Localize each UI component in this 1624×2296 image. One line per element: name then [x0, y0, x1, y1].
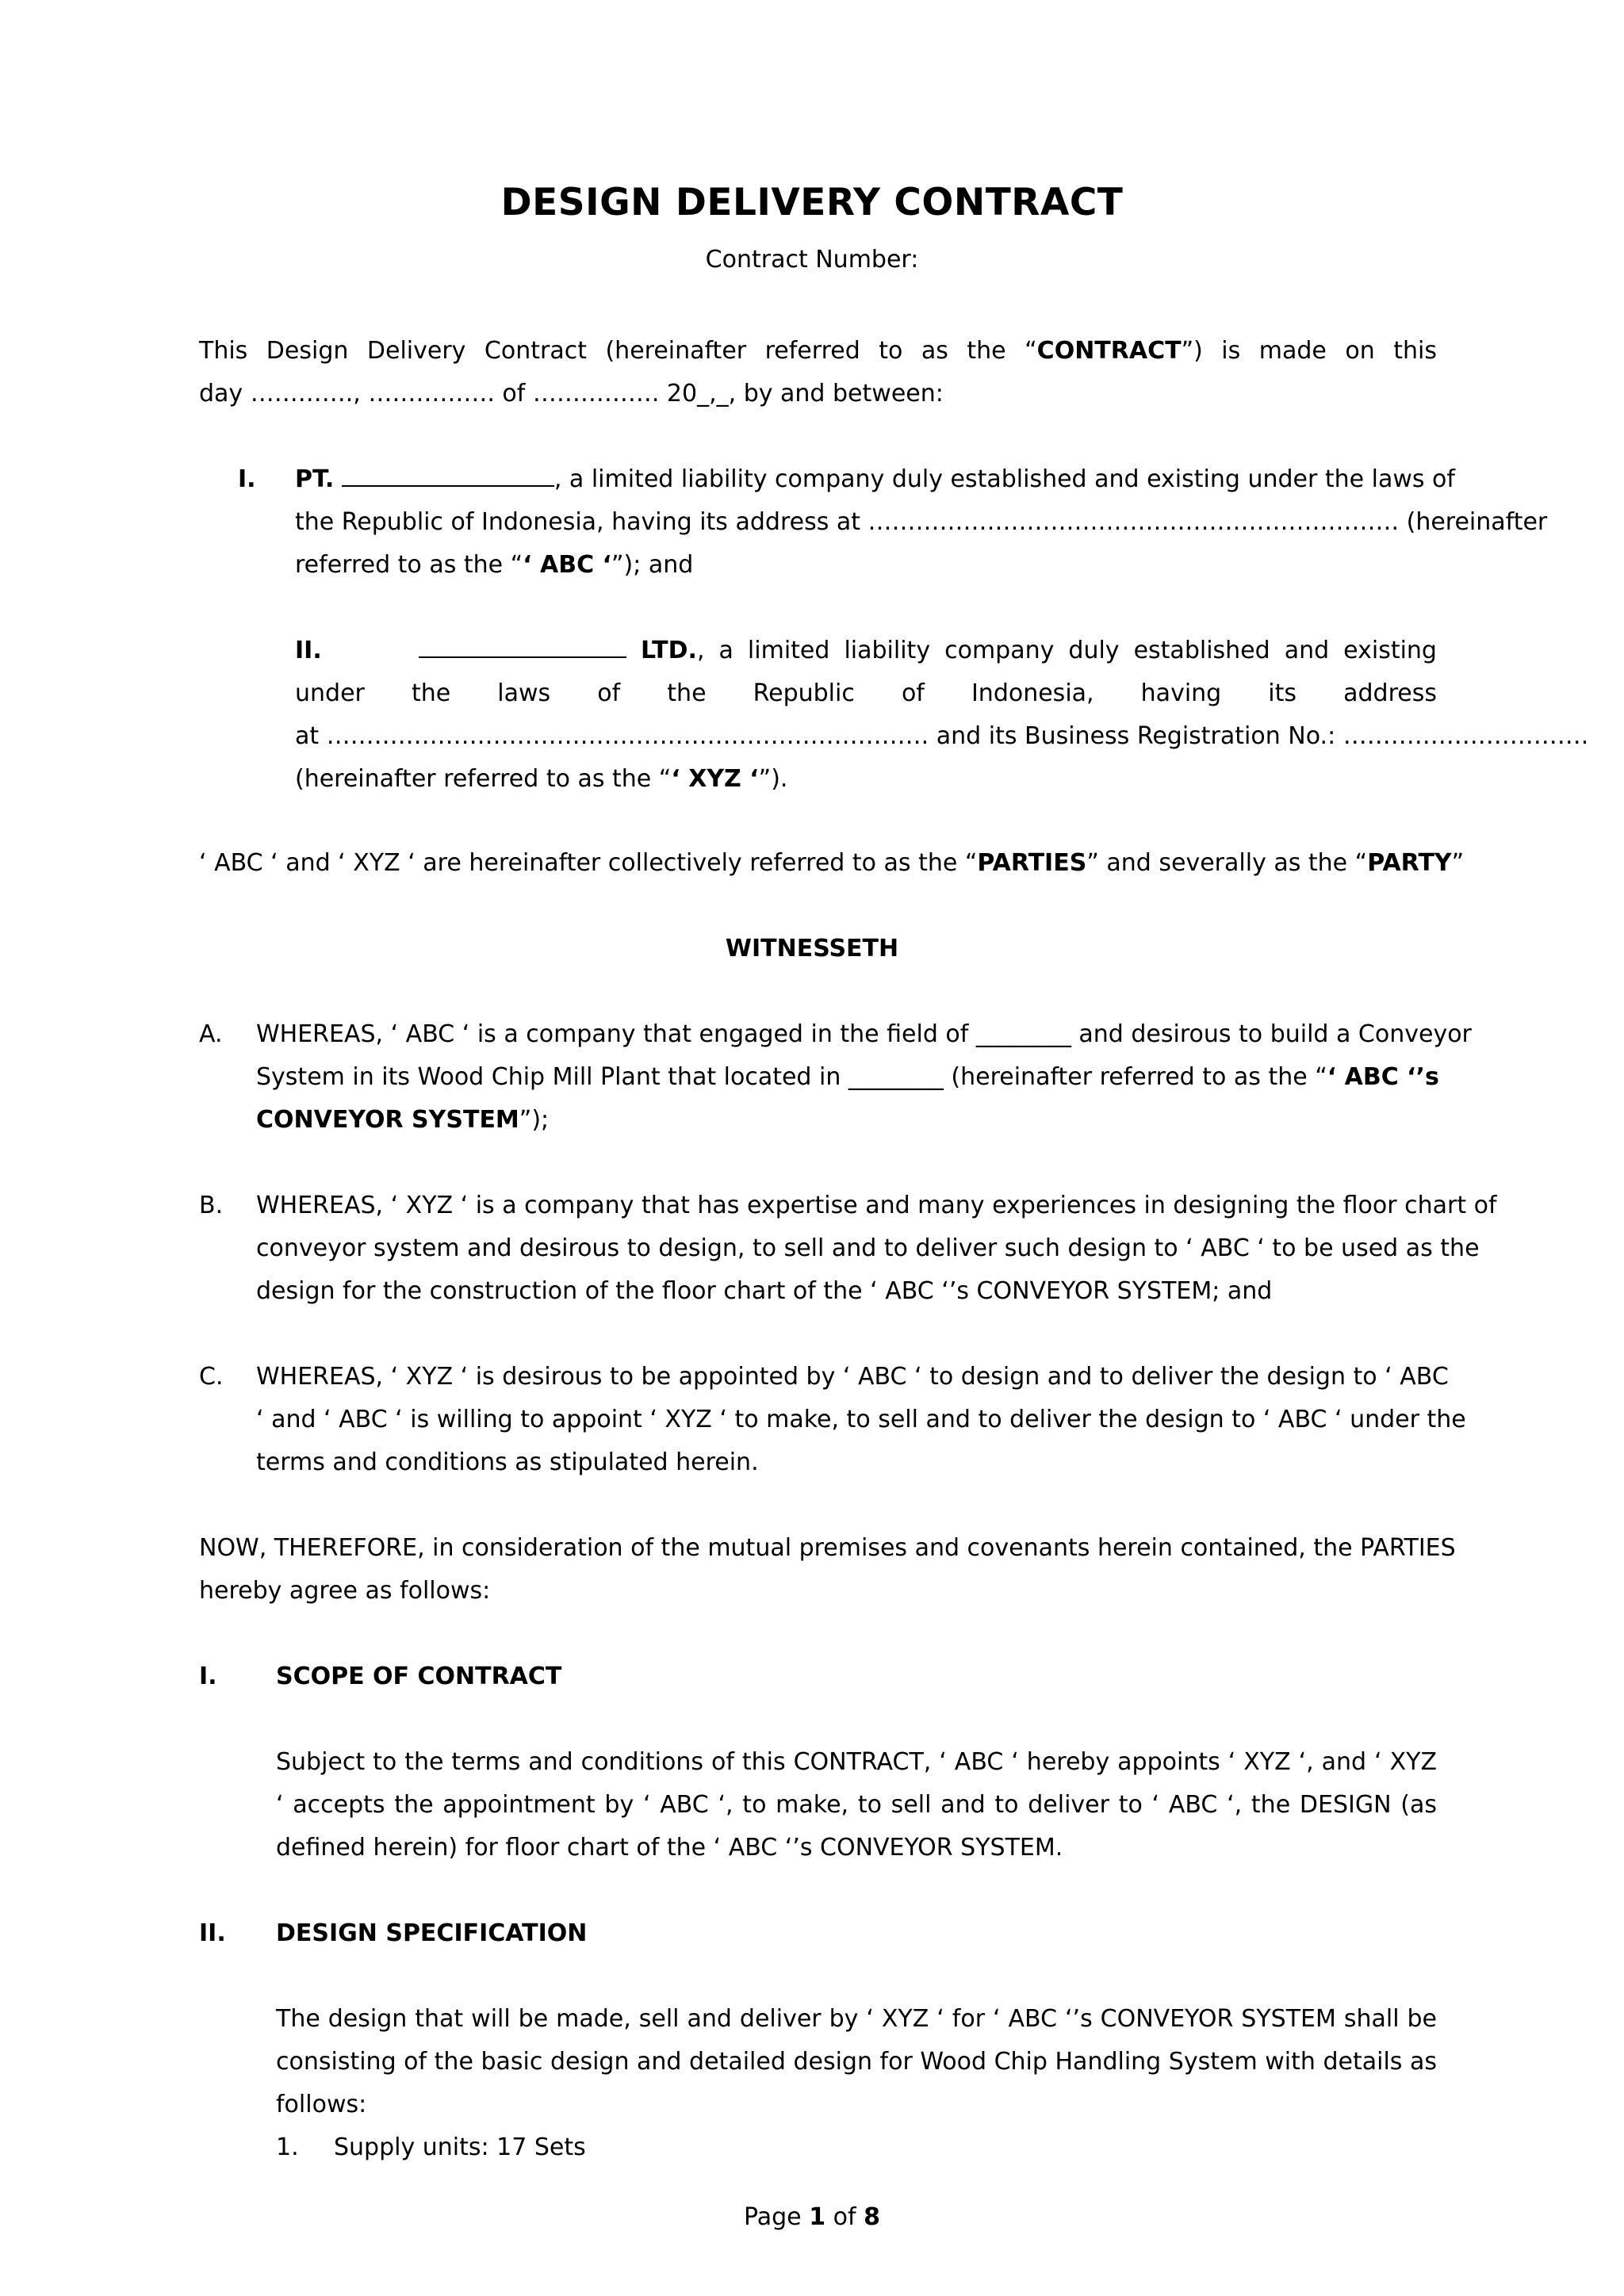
intro-line-2: day …………., ……………. of ……………. 20_,_, by and between: — [199, 380, 944, 408]
section-1-heading: SCOPE OF CONTRACT — [276, 1663, 562, 1690]
party-1-text: , a limited liability company duly established and existing under the laws of — [553, 465, 1455, 493]
party-2-ltd: LTD. — [641, 637, 697, 664]
party-1-name-blank — [342, 468, 554, 487]
witnesseth-heading — [0, 928, 1624, 970]
party-2-text: , a limited liability company duly established and existing — [696, 637, 1437, 664]
party-2-text: ”). — [758, 765, 788, 793]
recital-c-label: C. — [199, 1363, 224, 1391]
party-1-text: referred to as the “ — [295, 551, 523, 579]
party-1-line-3 — [295, 544, 693, 587]
party-2-line-4 — [295, 758, 787, 801]
recital-a-line-3 — [256, 1099, 549, 1142]
of-word: of — [833, 2203, 856, 2231]
page-number: 1 — [809, 2203, 826, 2231]
party-term: PARTY — [1367, 849, 1452, 877]
contract-number-label: Contract Number: — [705, 246, 919, 274]
conveyor-system-term: CONVEYOR SYSTEM — [256, 1106, 519, 1134]
intro-line-1 — [199, 330, 1437, 373]
recital-c-line-3: terms and conditions as stipulated herein. — [256, 1448, 759, 1476]
party-2-line-3: at …………………………………………………………………. and its Business Registration No.: …………………………. — [295, 722, 1589, 750]
section-2-line-3: follows: — [276, 2091, 367, 2118]
section-2-number: II. — [199, 1919, 226, 1947]
document-title: DESIGN DELIVERY CONTRACT — [500, 181, 1124, 224]
recital-a-label: A. — [199, 1020, 223, 1048]
intro-text: This Design Delivery Contract (hereinafter referred to as the “ — [199, 337, 1037, 365]
parties-term: PARTIES — [977, 849, 1087, 877]
section-1-line-2: ‘ accepts the appointment by ‘ ABC ‘, to make, to sell and to deliver to ‘ ABC ‘, the DESIGN (as — [276, 1791, 1437, 1819]
party-2-name-blank — [419, 639, 626, 658]
recital-a-text: System in its Wood Chip Mill Plant that located in ________ (hereinafter referred to as the “ — [256, 1063, 1327, 1091]
recital-c-line-1: WHEREAS, ‘ XYZ ‘ is desirous to be appointed by ‘ ABC ‘ to design and to deliver the design to ‘ ABC — [256, 1363, 1449, 1391]
party-1-text: ”); and — [611, 551, 694, 579]
parties-definition — [199, 842, 1464, 885]
party-1-line-1 — [295, 458, 1455, 501]
contract-term: CONTRACT — [1036, 337, 1182, 365]
parties-text: ‘ ABC ‘ and ‘ XYZ ‘ are hereinafter collectively referred to as the “ — [199, 849, 978, 877]
party-2-xyz: ‘ XYZ ‘ — [671, 765, 759, 793]
party-2-text: (hereinafter referred to as the “ — [295, 765, 672, 793]
party-1-abc: ‘ ABC ‘ — [523, 551, 611, 579]
party-2-line-2: under the laws of the Republic of Indonesia, having its address — [295, 679, 1437, 707]
recital-b-line-3: design for the construction of the floor chart of the ‘ ABC ‘’s CONVEYOR SYSTEM; and — [256, 1277, 1273, 1305]
section-2-line-1: The design that will be made, sell and deliver by ‘ XYZ ‘ for ‘ ABC ‘’s CONVEYOR SYSTEM shall be — [276, 2005, 1437, 2033]
recital-a-line-1: WHEREAS, ‘ ABC ‘ is a company that engaged in the field of ________ and desirous to build a Conveyor — [256, 1020, 1472, 1048]
parties-text: ” — [1451, 849, 1465, 877]
section-2-line-2: consisting of the basic design and detailed design for Wood Chip Handling System with details as — [276, 2048, 1437, 2076]
party-2-line-1 — [419, 629, 1437, 672]
intro-text: ”) is made on this — [1181, 337, 1438, 365]
list-item: Supply units: 17 Sets — [334, 2133, 586, 2161]
party-1-pt: PT. — [295, 465, 335, 493]
recital-b-line-1: WHEREAS, ‘ XYZ ‘ is a company that has expertise and many experiences in designing the floor chart of — [256, 1192, 1497, 1219]
recital-a-line-2 — [256, 1056, 1437, 1099]
recital-c-line-2: ‘ and ‘ ABC ‘ is willing to appoint ‘ XYZ ‘ to make, to sell and to deliver the design to ‘ ABC ‘ under the — [256, 1406, 1466, 1433]
recital-a-text: ”); — [519, 1106, 550, 1134]
parties-text: ” and severally as the “ — [1086, 849, 1368, 877]
section-1-line-3: defined herein) for floor chart of the ‘ ABC ‘’s CONVEYOR SYSTEM. — [276, 1834, 1063, 1862]
section-1-number: I. — [199, 1663, 217, 1690]
list-item-number: 1. — [276, 2133, 299, 2161]
section-2-heading: DESIGN SPECIFICATION — [276, 1919, 588, 1947]
party-2-number: II. — [295, 637, 322, 664]
party-1-line-2: the Republic of Indonesia, having its address at …………………………………………………………. (hereinafter — [295, 508, 1548, 536]
recital-b-line-2: conveyor system and desirous to design, to sell and to deliver such design to ‘ ABC ‘ to be used as the — [256, 1234, 1480, 1262]
party-1-number: I. — [238, 465, 256, 493]
page-word: Page — [744, 2203, 802, 2231]
recital-b-label: B. — [199, 1192, 224, 1219]
recital-a-abc: ‘ ABC ‘’s — [1327, 1063, 1439, 1091]
page-footer — [0, 2196, 1624, 2239]
now-therefore-line-2: hereby agree as follows: — [199, 1577, 491, 1605]
now-therefore-line-1: NOW, THEREFORE, in consideration of the mutual premises and covenants herein contained, the PARTIES — [199, 1534, 1456, 1562]
section-1-line-1: Subject to the terms and conditions of this CONTRACT, ‘ ABC ‘ hereby appoints ‘ XYZ ‘, and ‘ XYZ — [276, 1748, 1437, 1776]
page-total: 8 — [864, 2203, 880, 2231]
witnesseth-text: WITNESSETH — [725, 935, 899, 962]
